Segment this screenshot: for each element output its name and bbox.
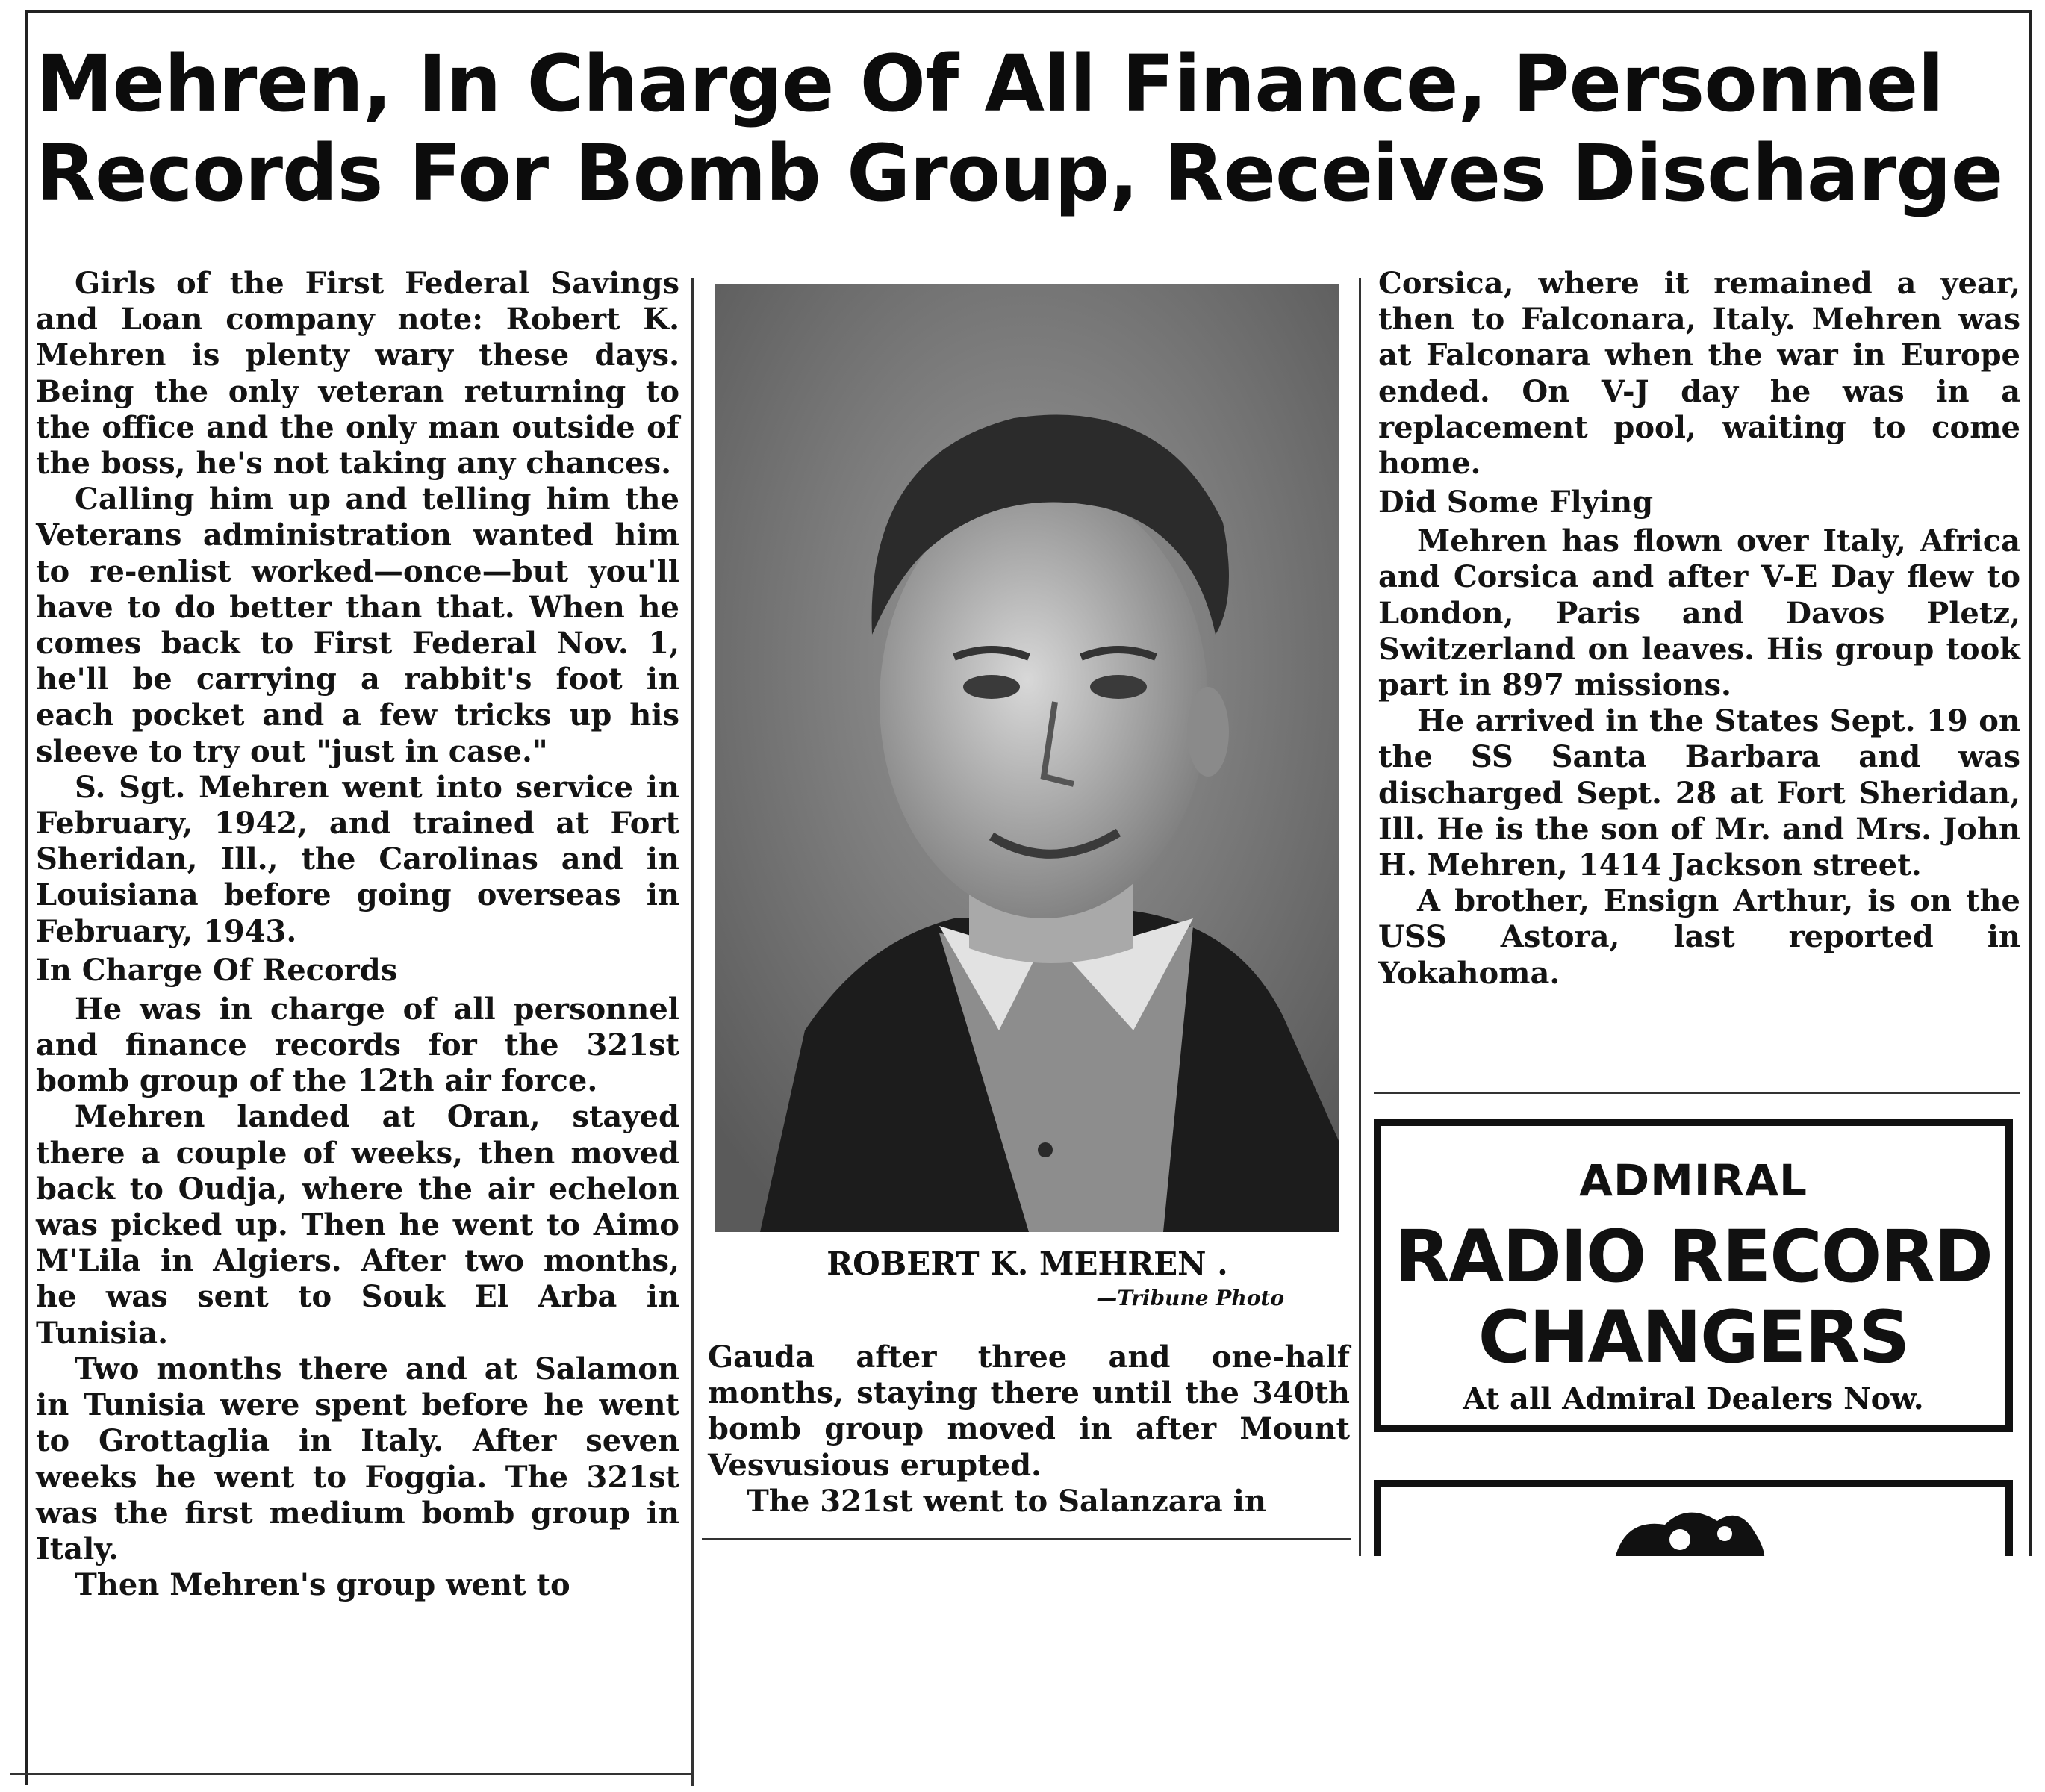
article-paragraph: S. Sgt. Mehren went into service in February, 1942, and trained at Fort Sheridan, Ill., the Carolinas and in Louisiana before going overseas in February, 1943. — [36, 769, 679, 949]
article-paragraph: Mehren landed at Oran, stayed there a couple of weeks, then moved back to Oudja, where the air echelon was picked up. Then he went to Aimo M'Lila in Algiers. After two months, he was sent to Souk El Arba in Tunisia. — [36, 1099, 679, 1351]
ad-headline-2: CHANGERS — [1478, 1295, 1909, 1379]
ad-brand: ADMIRAL — [1579, 1155, 1808, 1206]
article-paragraph: Then Mehren's group went to — [75, 1567, 570, 1603]
subheading-did-some-flying: Did Some Flying — [1378, 485, 1654, 520]
subheading-in-charge-of-records: In Charge Of Records — [36, 952, 398, 988]
blank-margin — [694, 1556, 2045, 1792]
clipping-border-right — [2029, 10, 2032, 1560]
clipping-border-top — [25, 10, 2032, 13]
column-end-rule — [1374, 1092, 2020, 1094]
clipping-border-left — [25, 12, 28, 1785]
article-column-2 — [708, 1340, 1350, 1519]
headline-line-1: Mehren, In Charge Of All Finance, Personnel — [36, 38, 1943, 129]
column-end-rule — [702, 1538, 1351, 1540]
article-paragraph: Two months there and at Salamon in Tunisia were spent before he went to Grottaglia in Italy. After seven weeks he went to Foggia. The 321st was the first medium bomb group in Italy. — [36, 1351, 679, 1567]
ad-headline-1: RADIO RECORD — [1395, 1215, 1992, 1298]
article-paragraph: He arrived in the States Sept. 19 on the SS Santa Barbara and was discharged Sept. 28 at Fort Sheridan, Ill. He is the son of Mr. and Mrs. John H. Mehren, 1414 Jackson street. — [1378, 703, 2020, 883]
article-paragraph: Girls of the First Federal Savings and Loan company note: Robert K. Mehren is plenty wary these days. Being the only veteran returning to the office and the only man outside of the boss, he's not taking any chances. — [36, 266, 679, 482]
article-paragraph: A brother, Ensign Arthur, is on the USS Astora, last reported in Yokahoma. — [1378, 883, 2020, 991]
article-paragraph: Gauda after three and one-half months, staying there until the 340th bomb group moved in after Mount Vesvusious erupted. — [708, 1340, 1350, 1483]
headline — [36, 39, 2029, 218]
photo-credit: —Tribune Photo — [1096, 1286, 1284, 1310]
admiral-advertisement — [1374, 1119, 2013, 1432]
article-paragraph: He was in charge of all personnel and finance records for the 321st bomb group of the 12th air force. — [36, 991, 679, 1099]
column-divider — [691, 1556, 694, 1786]
column-divider — [1359, 278, 1361, 1556]
ad-tagline: At all Admiral Dealers Now. — [1463, 1381, 1924, 1416]
article-column-1 — [36, 266, 679, 1767]
article-paragraph: Calling him up and telling him the Veterans administration wanted him to re-enlist worked—once—but you'll have to do better than that. When he comes back to First Federal Nov. 1, he'll be carrying a rabbit's foot in each pocket and a few tricks up his sleeve to try out "just in case." — [36, 482, 679, 769]
article-column-3 — [1378, 266, 2020, 992]
article-paragraph: The 321st went to Salanzara in — [747, 1483, 1266, 1519]
photo-caption: ROBERT K. MEHREN . — [827, 1245, 1228, 1282]
column-end-rule — [10, 1773, 691, 1775]
article-paragraph: Mehren has flown over Italy, Africa and Corsica and after V-E Day flew to London, Paris and Davos Pletz, Switzerland on leaves. His group took part in 897 missions. — [1378, 523, 2020, 703]
portrait-illustration — [715, 284, 1339, 1232]
headline-line-2: Records For Bomb Group, Receives Discharge — [36, 128, 2003, 219]
article-paragraph: Corsica, where it remained a year, then to Falconara, Italy. Mehren was at Falconara when the war in Europe ended. On V-J day he was in a replacement pool, waiting to come home. — [1378, 266, 2020, 482]
portrait-photo — [715, 284, 1339, 1232]
